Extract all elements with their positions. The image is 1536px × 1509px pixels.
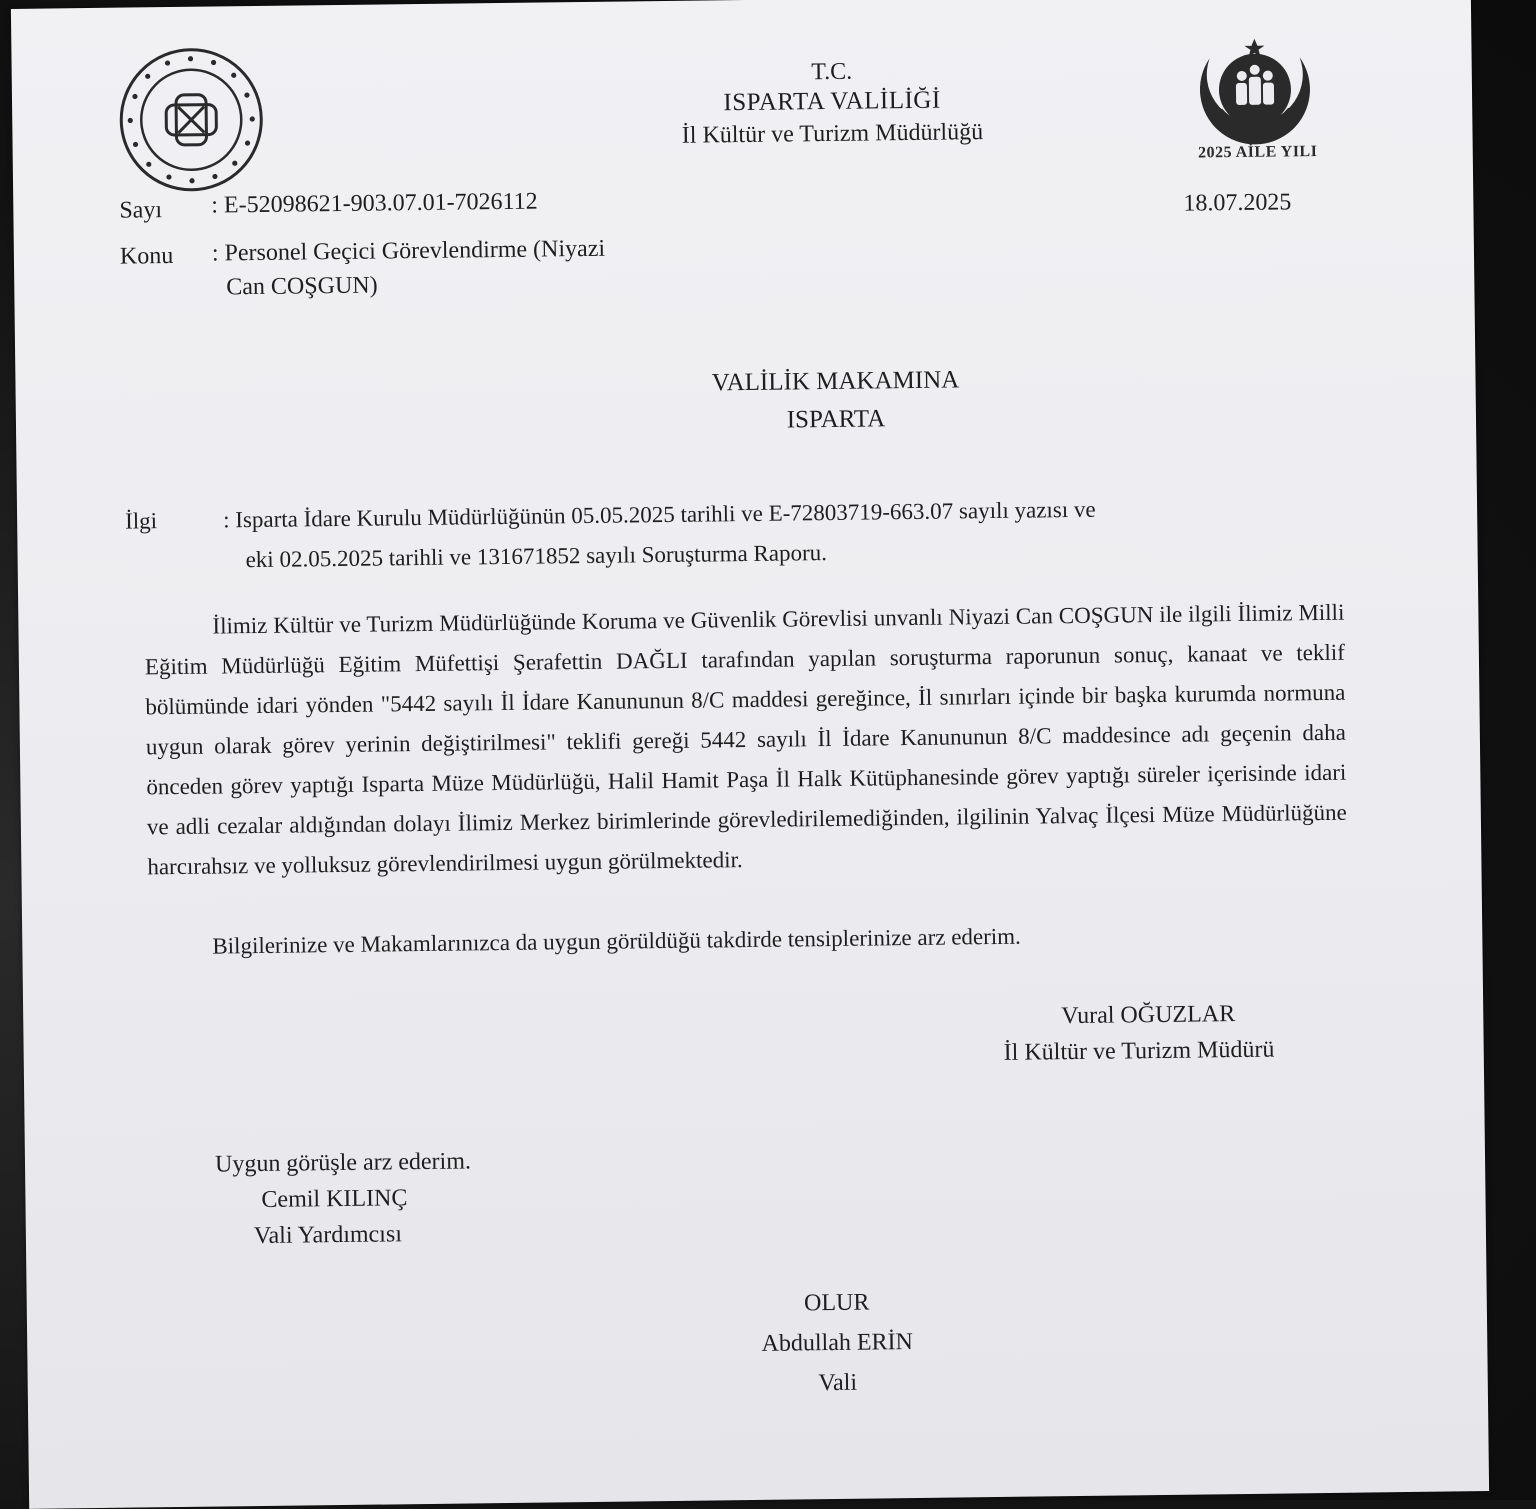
addressee-line-1: VALİLİK MAKAMINA bbox=[711, 366, 960, 397]
header-mudurluk: İl Kültür ve Turizm Müdürlüğü bbox=[681, 119, 984, 149]
deputy-note: Uygun görüşle arz ederim. bbox=[214, 1148, 472, 1178]
governor-title: Vali bbox=[818, 1369, 858, 1397]
document-page bbox=[11, 0, 1489, 1509]
approval-olur: OLUR bbox=[803, 1289, 870, 1317]
ministry-seal-logo bbox=[117, 46, 265, 194]
body-paragraph-1-text: İlimiz Kültür ve Turizm Müdürlüğünde Koruma ve Güvenlik Görevlisi unvanlı Niyazi Can COŞGUN ile ilgili İlimiz Milli Eğitim Müdürlüğü Eğitim Müfettişi Şerafettin DAĞLI tarafından yapılan soruşturma raporunun sonuç, kanaat ve teklif bölümünde idari yönden "5442 sayılı İl İdare Kanununun 8/C maddesi gereğince, İl sınırları içinde bir başka kurumda normuna uygun olarak görev yerinin değiştirilmesi" teklifi gereği 5442 sayılı İl İdare Kanununun 8/C maddesince adı geçenin daha önceden görev yaptığı Isparta Müze Müdürlüğü, Halil Hamit Paşa İl Halk Kütüphanesinde görev yaptığı süreler içerisinde idari ve adli cezalar aldığından dolayı İlimiz Merkez birimlerinde görevledirilemediğinden, ilgilinin Yalvaç İlçesi Müze Müdürlüğüne harcırahsız ve yolluksuz görevlendirilmesi uygun görülmektedir. bbox=[144, 599, 1347, 880]
family-year-caption: 2025 AİLE YILI bbox=[1197, 143, 1318, 162]
body-paragraph-1 bbox=[144, 593, 1347, 888]
header-valilik: ISPARTA VALİLİĞİ bbox=[723, 86, 941, 117]
konu-label: Konu bbox=[119, 243, 174, 270]
ilgi-label: İlgi bbox=[125, 508, 158, 534]
deputy-title: Vali Yardımcısı bbox=[253, 1221, 403, 1250]
ilgi-value bbox=[223, 487, 1334, 581]
governor-approval-block bbox=[627, 1280, 1048, 1405]
deputy-name: Cemil KILINÇ bbox=[261, 1185, 408, 1214]
governor-name: Abdullah ERİN bbox=[761, 1329, 914, 1357]
sayi-label: Sayı bbox=[119, 197, 163, 224]
ilgi-line-2: eki 02.05.2025 tarihli ve 131671852 sayılı Soruşturma Raporu. bbox=[245, 540, 828, 573]
family-year-logo bbox=[1189, 27, 1321, 159]
deputy-signature-block bbox=[215, 1142, 616, 1255]
konu-value bbox=[212, 230, 773, 305]
director-signature-block bbox=[1003, 995, 1364, 1071]
ilgi-line-1: : Isparta İdare Kurulu Müdürlüğünün 05.05.2025 tarihli ve E-72803719-663.07 sayılı yazısı ve bbox=[222, 496, 1096, 533]
document-date: 18.07.2025 bbox=[1183, 189, 1292, 217]
konu-line-1: : Personel Geçici Görevlendirme (Niyazi bbox=[211, 235, 606, 267]
addressee-line-2: ISPARTA bbox=[786, 405, 886, 434]
director-name: Vural OĞUZLAR bbox=[1061, 1001, 1236, 1030]
body-paragraph-2: Bilgilerinize ve Makamlarınızca da uygun görüldüğü takdirde tensiplerinize arz ederim. bbox=[212, 923, 1021, 959]
sayi-value: : E-52098621-903.07.01-7026112 bbox=[211, 188, 538, 219]
director-title: İl Kültür ve Turizm Müdürü bbox=[1003, 1036, 1275, 1066]
konu-line-2: Can COŞGUN) bbox=[226, 272, 378, 301]
header-tc: T.C. bbox=[811, 58, 853, 86]
